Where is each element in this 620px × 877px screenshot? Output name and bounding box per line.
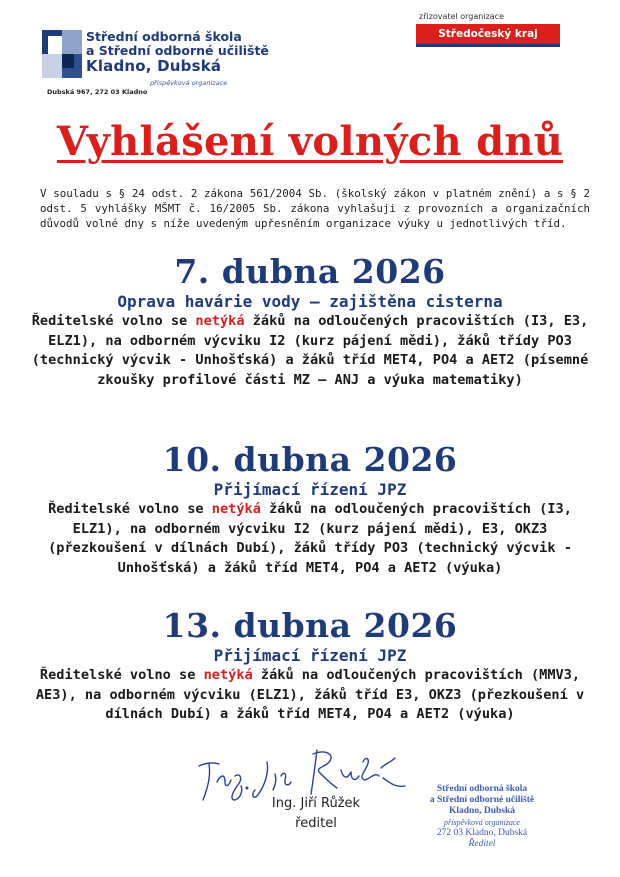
section-body: [20, 500, 600, 578]
stamp-line3: Kladno, Dubská: [448, 806, 515, 816]
page-title: Vyhlášení volných dnů: [56, 118, 564, 165]
official-stamp: [408, 784, 556, 850]
body-prefix: Ředitelské volno se: [48, 501, 212, 517]
body-prefix: Ředitelské volno se: [31, 313, 196, 329]
signatory-role: ředitel: [295, 816, 337, 831]
school-name-line1: Střední odborná škola: [86, 29, 242, 44]
highlight-word: netýká: [203, 667, 253, 683]
signature-block: [256, 794, 376, 834]
section-date: 7. dubna 2026: [174, 252, 446, 291]
stamp-line2: a Střední odborné učiliště: [429, 795, 535, 805]
body-prefix: Ředitelské volno se: [39, 667, 204, 683]
body-rest: žáků na odloučených pracovištích (MMV3, AE3), na odborném výcviku (ELZ1), žáků tříd E3, OKZ3 (přezkoušení v dílnách Dubí) a žáků tříd MET4, PO4 a AET2 (výuka): [35, 667, 585, 722]
signatory-name: Ing. Jiří Růžek: [271, 796, 361, 811]
stamp-line1: Střední odborná škola: [436, 784, 528, 794]
body-rest: žáků na odloučených pracovištích (I3, E3, ELZ1), na odborném výcviku I2 (kurz pájení mědi), žáků třídy PO3 (technický výcvik - Unhošťská) a žáků tříd MET4, PO4 a AET2 (písemné zkoušky profilové části MZ – ANJ a výuka matematiky): [31, 313, 589, 388]
section-day-2: [20, 440, 600, 578]
section-day-1: [20, 252, 600, 390]
section-body: [20, 666, 600, 725]
school-logo-icon: [42, 30, 82, 78]
highlight-word: netýká: [211, 501, 261, 517]
section-body: [20, 312, 600, 390]
school-address: Dubská 967, 272 03 Kladno: [47, 88, 148, 96]
section-date: 13. dubna 2026: [162, 606, 458, 645]
school-name: [86, 30, 269, 75]
school-name-line3: Kladno, Dubská: [86, 57, 222, 75]
founder-badge-bar: [416, 44, 560, 47]
section-reason: Přijímací řízení JPZ: [213, 480, 407, 499]
highlight-word: netýká: [195, 313, 245, 329]
stamp-line6: Ředitel: [468, 839, 496, 849]
section-date: 10. dubna 2026: [162, 440, 458, 479]
section-reason: Oprava havárie vody – zajištěna cisterna: [117, 292, 503, 311]
section-reason: Přijímací řízení JPZ: [213, 646, 407, 665]
founder-badge: Středočeský kraj: [416, 24, 560, 44]
intro-paragraph: V souladu s § 24 odst. 2 zákona 561/2004 Sb. (školský zákon v platném znění) a s § 2 odst. 5 vyhlášky MŠMT č. 16/2005 Sb. zákona vyhlašuji z provozních a organizačních důvodů volné dny s níže uvedeným upřesněním organizace výuky u jednotlivých tříd.: [40, 187, 590, 230]
body-rest: žáků na odloučených pracovištích (I3, ELZ1), na odborném výcviku I2 (kurz pájení mědi), E3, OKZ3 (přezkoušení v dílnách Dubí), žáků třídy PO3 (technický výcvik -Unhošťská) a žáků tříd MET4, PO4 a AET2 (výuka): [48, 501, 572, 576]
school-subtitle: příspěvková organizace: [150, 79, 228, 87]
section-day-3: [20, 606, 600, 725]
stamp-line5: 272 03 Kladno, Dubská: [436, 828, 528, 838]
founder-label: zřizovatel organizace: [419, 12, 505, 21]
stamp-line4: příspěvková organizace: [444, 818, 520, 827]
school-name-line2: a Střední odborné učiliště: [86, 43, 269, 58]
